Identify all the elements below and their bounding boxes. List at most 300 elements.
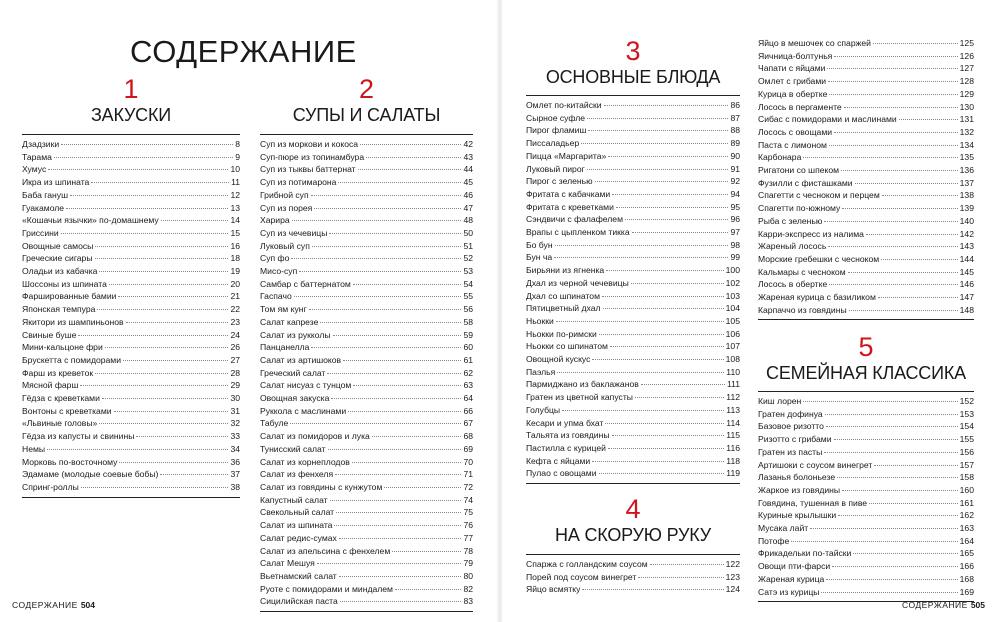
toc-entry-page: 22 [230,304,240,315]
toc-entry-page: 67 [463,418,473,429]
toc-entry[interactable] [22,430,240,443]
toc-entry[interactable] [526,213,740,226]
toc-entry[interactable] [22,443,240,456]
toc-entry[interactable] [758,177,974,190]
toc-entry[interactable] [260,506,473,519]
dot-leader [392,551,461,552]
toc-entry-title: Порей под соусом винегрет [526,571,637,582]
toc-entry-page: 92 [730,176,740,187]
toc-entry[interactable] [22,341,240,354]
toc-entry-page: 131 [959,114,974,125]
dot-leader [899,119,958,120]
toc-entry[interactable] [22,252,240,265]
dot-leader [160,474,228,475]
toc-entry[interactable] [758,547,974,560]
toc-entry-title: Карбонара [758,152,802,163]
toc-entry[interactable] [758,446,974,459]
section-number: 1 [123,74,139,104]
toc-entry[interactable] [260,405,473,418]
toc-entry[interactable] [22,379,240,392]
toc-entry[interactable] [758,62,974,75]
toc-entry-page: 47 [463,202,473,213]
toc-entry-page: 110 [726,366,740,377]
toc-entry[interactable] [758,101,974,114]
toc-entry[interactable] [260,468,473,481]
toc-entry-title: Овощные самосы [22,240,94,251]
toc-entry[interactable] [22,392,240,405]
toc-entry-title: Мисо-суп [260,266,298,277]
dot-leader [311,347,461,348]
toc-entry[interactable] [526,391,740,404]
toc-entry-page: 122 [725,559,740,569]
toc-entry[interactable] [260,392,473,405]
toc-entry[interactable] [22,227,240,240]
toc-entry-title: Оладьи из кабачка [22,266,98,277]
dot-leader [118,296,228,297]
toc-entry-page: 51 [463,240,473,251]
dot-leader [309,309,462,310]
dot-leader [335,474,461,475]
toc-entry[interactable] [260,417,473,430]
toc-entry-title: Фритата с креветками [526,201,614,212]
toc-entry[interactable] [260,329,473,342]
dot-leader [123,360,228,361]
toc-entry-title: Кальмары с чесноком [758,266,846,277]
toc-entry[interactable] [260,240,473,253]
dot-leader [641,384,725,385]
toc-entry-page: 42 [463,139,473,149]
toc-entry[interactable] [260,252,473,265]
toc-entry-title: Сатэ из курицы [758,586,820,597]
toc-entry[interactable] [260,138,473,151]
dot-leader [338,182,461,183]
toc-entry-title: Свекольный салат [260,507,335,518]
dot-leader [562,410,724,411]
toc-entry[interactable] [526,137,740,150]
toc-entry-page: 95 [730,201,740,212]
toc-entry-page: 77 [463,532,473,543]
toc-list-main-dishes [526,95,740,484]
toc-entry[interactable] [260,265,473,278]
toc-entry[interactable] [758,484,974,497]
toc-entry-page: 114 [726,417,740,428]
toc-entry-page: 61 [463,354,473,365]
toc-entry[interactable] [526,188,740,201]
toc-entry[interactable] [260,316,473,329]
dot-leader [61,144,233,145]
toc-entry-page: 144 [959,253,974,264]
toc-entry[interactable] [758,88,974,101]
toc-entry[interactable] [526,353,740,366]
toc-entry[interactable] [526,277,740,290]
toc-entry[interactable] [758,535,974,548]
toc-entry[interactable] [260,595,473,608]
toc-entry[interactable] [526,328,740,341]
toc-entry-page: 74 [463,494,473,505]
dot-leader [826,426,958,427]
toc-entry-page: 107 [725,341,740,352]
toc-entry-page: 113 [726,404,740,415]
toc-entry[interactable] [758,266,974,279]
toc-entry-page: 116 [726,442,740,453]
toc-entry[interactable] [22,468,240,481]
toc-entry[interactable] [526,290,740,303]
dot-leader [592,359,723,360]
toc-entry-page: 33 [230,431,240,442]
toc-entry-page: 78 [463,545,473,556]
dot-leader [632,232,729,233]
toc-entry[interactable] [22,189,240,202]
toc-entry[interactable] [22,278,240,291]
toc-entry[interactable] [758,113,974,126]
toc-entry[interactable] [22,329,240,342]
dot-leader [99,271,228,272]
toc-entry[interactable] [526,251,740,264]
toc-entry-title: Базовое ризотто [758,421,824,432]
toc-entry-page: 69 [463,443,473,454]
toc-entry[interactable] [758,189,974,202]
dot-leader [587,118,728,119]
dot-leader [612,435,725,436]
dot-leader [340,601,462,602]
toc-entry[interactable] [758,126,974,139]
toc-entry[interactable] [260,202,473,215]
toc-entry[interactable] [526,583,740,596]
toc-entry[interactable] [526,124,740,137]
dot-leader [333,335,462,336]
toc-entry[interactable] [260,151,473,164]
dot-leader [290,423,461,424]
section-title: СУПЫ И САЛАТЫ [292,105,441,125]
toc-entry[interactable] [758,304,974,317]
toc-entry-title: Луковый пирог [526,163,585,174]
toc-entry[interactable] [526,99,740,112]
toc-entry-page: 165 [959,548,974,559]
toc-entry-title: Салат капрезе [260,316,319,327]
toc-entry-title: Жаркое из говядины [758,484,841,495]
dot-leader [581,143,728,144]
toc-entry-title: Пятицветный дхал [526,303,601,314]
toc-entry-title: Спагетти по-южному [758,203,841,214]
toc-entry[interactable] [758,164,974,177]
toc-entry[interactable] [22,316,240,329]
toc-entry-title: Греческие сигары [22,253,93,264]
toc-entry[interactable] [260,532,473,545]
toc-entry-page: 63 [463,380,473,391]
toc-entry[interactable] [758,215,974,228]
toc-entry[interactable] [22,481,240,494]
toc-entry[interactable] [260,557,473,570]
toc-entry-title: Омлет по-китайски [526,100,602,110]
toc-entry-page: 19 [230,266,240,277]
dot-leader [625,219,728,220]
toc-entry[interactable] [758,586,974,599]
toc-entry[interactable] [260,583,473,596]
dot-leader [395,589,462,590]
toc-entry-title: Омлет с грибами [758,76,827,87]
dot-leader [827,68,957,69]
toc-entry[interactable] [260,570,473,583]
toc-entry[interactable] [260,519,473,532]
dot-leader [353,284,462,285]
dot-leader [330,500,462,501]
toc-entry-title: Морские гребешки с чесноком [758,253,880,264]
toc-entry[interactable] [758,202,974,215]
toc-entry[interactable] [526,404,740,417]
toc-entry-page: 124 [725,584,740,595]
toc-entry[interactable] [260,430,473,443]
toc-entry-title: Гратен из пасты [758,446,823,457]
toc-entry-page: 70 [463,456,473,467]
dot-leader [638,577,723,578]
toc-entry[interactable] [758,278,974,291]
toc-entry-title: Салат из шпината [260,520,333,531]
footer-right [902,600,988,610]
dot-leader [105,347,229,348]
toc-entry[interactable] [526,315,740,328]
toc-entry[interactable] [22,417,240,430]
toc-entry-title: Салат Мешуя [260,558,315,569]
toc-entry[interactable] [758,408,974,421]
toc-entry[interactable] [22,240,240,253]
right-page [502,0,1000,622]
dot-leader [95,258,229,259]
toc-entry[interactable] [758,560,974,573]
toc-entry-title: Том ям кунг [260,304,307,315]
toc-entry[interactable] [22,151,240,164]
toc-entry[interactable] [758,50,974,63]
dot-leader [834,56,957,57]
toc-entry[interactable] [526,302,740,315]
dot-leader [91,182,229,183]
toc-entry-page: 153 [959,408,974,419]
toc-entry-title: Ризотто с грибами [758,434,832,445]
toc-entry[interactable] [526,340,740,353]
toc-entry[interactable] [758,395,974,408]
toc-entry[interactable] [22,290,240,303]
dot-leader [595,181,729,182]
dot-leader [599,334,724,335]
section-number: 5 [858,332,874,362]
toc-entry-page: 145 [959,266,974,277]
toc-entry[interactable] [758,471,974,484]
toc-entry-page: 129 [959,88,974,99]
toc-entry[interactable] [526,226,740,239]
toc-entry-title: Табуле [260,418,289,429]
toc-entry[interactable] [526,175,740,188]
toc-entry[interactable] [758,37,974,50]
toc-entry-page: 44 [463,164,473,175]
toc-entry-title: Вьетнамский салат [260,570,337,581]
toc-entry-page: 72 [463,481,473,492]
dot-leader [317,563,462,564]
section-header-1 [22,74,240,126]
toc-entry-title: Харира [260,215,290,226]
toc-entry[interactable] [260,494,473,507]
toc-entry-page: 87 [730,112,740,123]
toc-entry-page: 75 [463,507,473,518]
toc-entry[interactable] [260,367,473,380]
toc-entry[interactable] [526,264,740,277]
toc-entry-title: Потофе [758,535,790,546]
toc-entry-title: Бирьяни из ягненка [526,265,605,276]
toc-entry[interactable] [260,379,473,392]
dot-leader [832,566,957,567]
toc-entry-title: Салат из помидоров и лука [260,431,370,442]
toc-entry-page: 137 [959,177,974,188]
toc-entry[interactable] [260,354,473,367]
toc-entry[interactable] [526,558,740,571]
toc-entry-page: 24 [230,329,240,340]
toc-entry[interactable] [260,278,473,291]
toc-entry[interactable] [22,303,240,316]
toc-entry-title: Самбар с баттернатом [260,278,351,289]
toc-entry-page: 106 [725,328,740,339]
toc-entry-title: Салат редис-сумах [260,532,337,543]
footer-label: СОДЕРЖАНИЕ [12,600,78,610]
toc-entry[interactable] [758,420,974,433]
toc-entry[interactable] [260,214,473,227]
toc-entry[interactable] [526,366,740,379]
toc-entry[interactable] [526,429,740,442]
dot-leader [841,170,958,171]
toc-entry[interactable] [758,433,974,446]
toc-entry-title: Греческий салат [260,367,326,378]
toc-entry-page: 97 [730,227,740,238]
dot-leader [299,271,461,272]
dot-leader [78,335,228,336]
toc-entry[interactable] [758,139,974,152]
toc-entry[interactable] [260,443,473,456]
toc-entry-page: 138 [959,190,974,201]
toc-entry[interactable] [526,239,740,252]
toc-entry[interactable] [22,265,240,278]
toc-entry[interactable] [22,354,240,367]
dot-leader [849,310,958,311]
toc-entry-page: 166 [959,561,974,572]
toc-entry-page: 76 [463,520,473,531]
toc-entry-title: Ригатони со шпеком [758,165,840,176]
dot-leader [616,207,729,208]
toc-entry[interactable] [526,455,740,468]
toc-entry[interactable] [526,467,740,480]
toc-entry[interactable] [260,481,473,494]
toc-entry[interactable] [260,341,473,354]
toc-entry-page: 54 [463,278,473,289]
toc-entry[interactable] [260,456,473,469]
left-page [0,0,498,622]
toc-entry-title: Салат из говядины с кунжутом [260,481,383,492]
toc-entry-title: Салат нисуаз с тунцом [260,380,352,391]
toc-entry[interactable] [758,509,974,522]
toc-entry-title: Карпаччо из говядины [758,304,847,315]
dot-leader [588,130,728,131]
toc-entry[interactable] [758,228,974,241]
toc-entry[interactable] [758,240,974,253]
toc-entry[interactable] [758,497,974,510]
dot-leader [608,156,728,157]
toc-entry-title: Хумус [22,164,47,175]
toc-entry[interactable] [260,303,473,316]
toc-entry-page: 89 [730,138,740,149]
toc-entry[interactable] [526,112,740,125]
dot-leader [829,284,957,285]
dot-leader [360,144,461,145]
toc-entry[interactable] [260,189,473,202]
dot-leader [842,208,957,209]
toc-entry-title: Овощной кускус [526,354,591,365]
footer-left [12,600,98,610]
toc-entry[interactable] [526,571,740,584]
section-number: 2 [358,74,375,104]
toc-entry-page: 55 [463,291,473,302]
dot-leader [828,81,958,82]
toc-entry[interactable] [758,459,974,472]
toc-entry[interactable] [260,227,473,240]
toc-entry[interactable] [758,573,974,586]
toc-entry-title: Жареный лосось [758,241,827,252]
toc-entry[interactable] [22,202,240,215]
toc-entry-page: 148 [959,304,974,315]
toc-entry[interactable] [22,214,240,227]
toc-entry[interactable] [758,75,974,88]
toc-entry[interactable] [526,417,740,430]
toc-entry-title: Сибас с помидорами и маслинами [758,114,897,125]
toc-entry[interactable] [526,442,740,455]
toc-entry[interactable] [758,151,974,164]
toc-entry-page: 32 [230,418,240,429]
toc-entry-title: Тунисский салат [260,443,326,454]
toc-entry[interactable] [22,138,240,151]
toc-entry[interactable] [526,201,740,214]
toc-entry[interactable] [260,176,473,189]
dot-leader [353,385,461,386]
dot-leader [70,195,228,196]
toc-entry[interactable] [526,378,740,391]
dot-leader [605,423,724,424]
dot-leader [603,308,724,309]
toc-entry[interactable] [260,163,473,176]
toc-entry-title: Икра из шпината [22,177,90,188]
toc-entry[interactable] [22,163,240,176]
section-header-3 [526,36,740,88]
toc-entry-title: Суп фо [260,253,290,264]
dot-leader [834,132,958,133]
toc-entry[interactable] [22,367,240,380]
section-title: ЗАКУСКИ [90,105,172,125]
toc-entry[interactable] [22,176,240,189]
toc-entry-page: 82 [463,583,473,594]
toc-entry-title: Голубцы [526,404,561,415]
toc-entry-title: Врапы с цыпленком тикка [526,227,630,238]
toc-entry-page: 135 [959,152,974,163]
toc-entry[interactable] [758,522,974,535]
toc-entry[interactable] [526,150,740,163]
toc-entry-page: 157 [959,459,974,470]
toc-entry-page: 79 [463,558,473,569]
toc-entry[interactable] [758,291,974,304]
section-title: ОСНОВНЫЕ БЛЮДА [545,67,721,87]
toc-entry[interactable] [22,405,240,418]
dot-leader [136,436,228,437]
toc-entry[interactable] [22,456,240,469]
toc-entry[interactable] [526,163,740,176]
toc-entry-page: 118 [726,455,740,466]
toc-entry[interactable] [260,290,473,303]
toc-entry[interactable] [758,253,974,266]
toc-entry[interactable] [260,545,473,558]
toc-entry-title: Тальята из говядины [526,430,610,441]
